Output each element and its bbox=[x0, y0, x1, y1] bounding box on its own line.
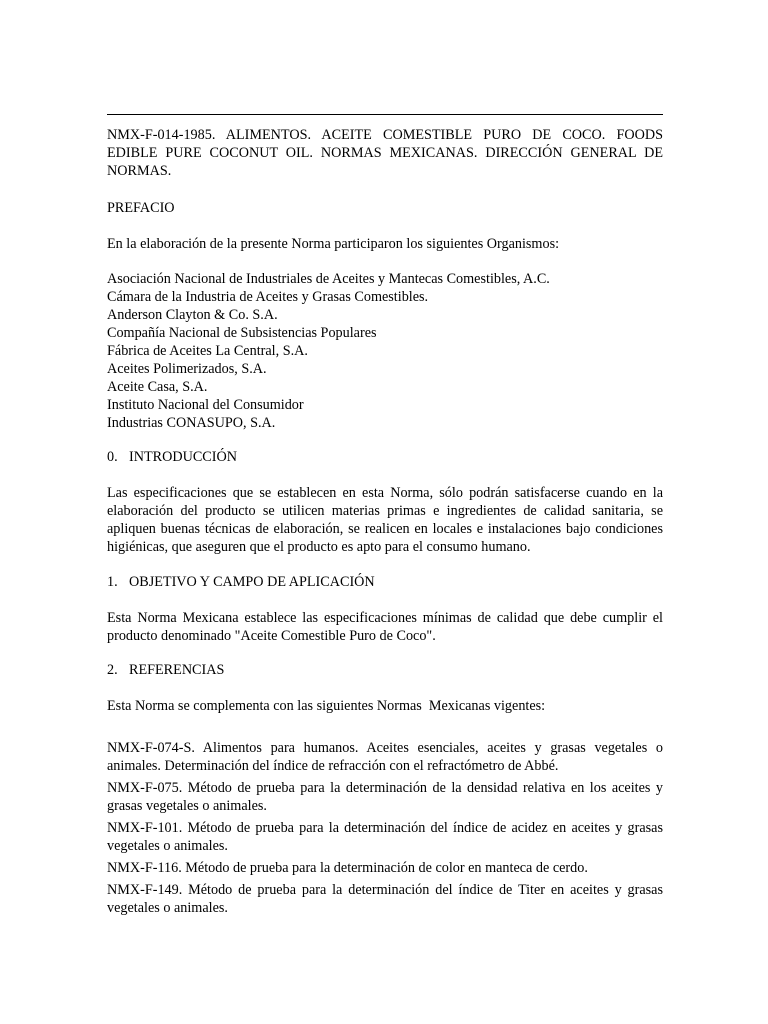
organismo-item: Industrias CONASUPO, S.A. bbox=[107, 415, 276, 431]
section-title: REFERENCIAS bbox=[129, 662, 225, 678]
reference-item: NMX-F-075. Método de prueba para la determinación de la densidad relativa en los aceites y grasas vegetales o animales. bbox=[107, 780, 663, 814]
section-text-objetivo: Esta Norma Mexicana establece las especificaciones mínimas de calidad que debe cumplir el producto denominado "Aceite Comestible Puro de Coco". bbox=[107, 610, 663, 644]
header-rule bbox=[107, 114, 663, 115]
section-text-introduccion: Las especificaciones que se establecen en esta Norma, sólo podrán satisfacerse cuando en la elaboración del producto se utilicen materias primas e ingredientes de calidad sanitaria, se apliquen buenas técnicas de elaboración, se realicen en locales e instalaciones bajo condiciones higiénicas, que aseguren que el producto es apto para el consumo humano. bbox=[107, 485, 663, 555]
section-number: 2. bbox=[107, 662, 118, 678]
document-title: NMX-F-014-1985. ALIMENTOS. ACEITE COMESTIBLE PURO DE COCO. FOODS EDIBLE PURE COCONUT OIL. NORMAS MEXICANAS. DIRECCIÓN GENERAL DE NORMAS. bbox=[107, 127, 663, 179]
reference-item: NMX-F-074-S. Alimentos para humanos. Aceites esenciales, aceites y grasas vegetales o animales. Determinación del índice de refracción con el refractómetro de Abbé. bbox=[107, 740, 663, 774]
prefacio-heading: PREFACIO bbox=[107, 200, 175, 216]
organismo-item: Fábrica de Aceites La Central, S.A. bbox=[107, 343, 308, 359]
reference-item: NMX-F-149. Método de prueba para la determinación del índice de Titer en aceites y grasas vegetales o animales. bbox=[107, 882, 663, 916]
section-heading-objetivo bbox=[107, 573, 663, 591]
organismo-item: Aceites Polimerizados, S.A. bbox=[107, 361, 267, 377]
section-number: 1. bbox=[107, 574, 118, 590]
organismo-item: Cámara de la Industria de Aceites y Grasas Comestibles. bbox=[107, 289, 429, 305]
organismo-item: Aceite Casa, S.A. bbox=[107, 379, 208, 395]
reference-item: NMX-F-101. Método de prueba para la determinación del índice de acidez en aceites y grasas vegetales o animales. bbox=[107, 820, 663, 854]
section-heading-introduccion bbox=[107, 448, 663, 466]
organismos-list bbox=[107, 270, 663, 432]
section-title: INTRODUCCIÓN bbox=[129, 449, 237, 465]
references-list bbox=[107, 739, 663, 921]
organismo-item: Asociación Nacional de Industriales de Aceites y Mantecas Comestibles, A.C. bbox=[107, 271, 550, 287]
section-number: 0. bbox=[107, 449, 118, 465]
organismos-intro: En la elaboración de la presente Norma participaron los siguientes Organismos: bbox=[107, 236, 560, 252]
organismo-item: Compañía Nacional de Subsistencias Populares bbox=[107, 325, 377, 341]
section-title: OBJETIVO Y CAMPO DE APLICACIÓN bbox=[129, 574, 375, 590]
section-heading-referencias bbox=[107, 661, 663, 679]
organismo-item: Anderson Clayton & Co. S.A. bbox=[107, 307, 278, 323]
section-text-referencias: Esta Norma se complementa con las siguientes Normas Mexicanas vigentes: bbox=[107, 698, 546, 714]
organismo-item: Instituto Nacional del Consumidor bbox=[107, 397, 304, 413]
reference-item: NMX-F-116. Método de prueba para la determinación de color en manteca de cerdo. bbox=[107, 860, 588, 876]
